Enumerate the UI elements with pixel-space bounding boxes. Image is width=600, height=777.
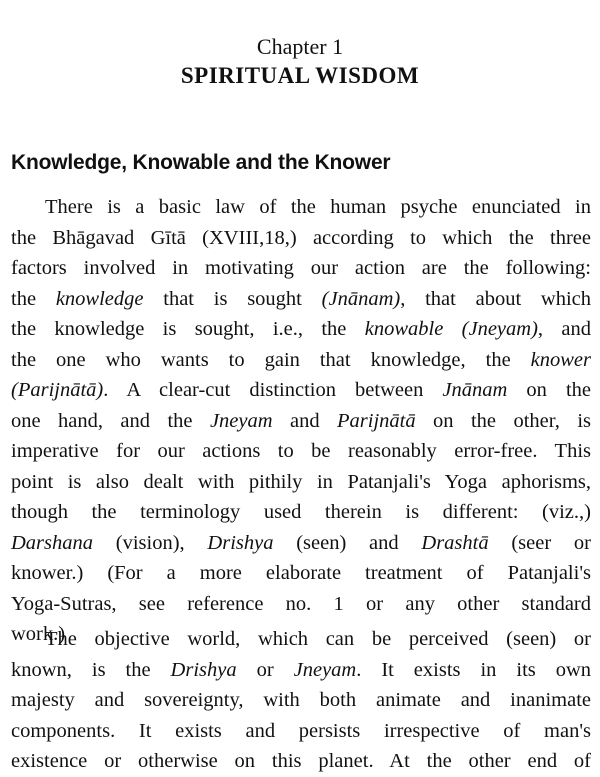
chapter-number: Chapter 1: [256, 34, 344, 59]
text-run: that is sought: [143, 287, 322, 310]
text-run: majesty and sovereignty, with both animate and inanimate: [11, 689, 591, 711]
section-heading: Knowledge, Knowable and the Knower: [11, 151, 391, 174]
italic-term: (Parijnātā): [11, 379, 104, 401]
text-run: work.): [11, 623, 66, 645]
text-run: (seen) and: [273, 531, 422, 554]
text-run: the knowledge is sought, i.e., the: [11, 318, 365, 340]
text-run: factors involved in motivating our action are the following:: [11, 257, 591, 279]
text-line: [11, 345, 591, 376]
text-run: the: [11, 287, 56, 310]
text-run: . It exists in its own: [356, 658, 592, 681]
text-line: [11, 314, 591, 345]
text-run: and: [272, 409, 338, 432]
italic-term: (Jneyam): [461, 318, 538, 340]
text-line: [11, 716, 591, 747]
text-line: [11, 223, 591, 254]
text-run: known, is the: [11, 658, 171, 681]
italic-term: Darshana: [11, 531, 94, 554]
italic-term: knowable: [364, 318, 444, 340]
text-line: [11, 746, 591, 777]
text-run: on the other, is: [415, 409, 591, 432]
text-line: [11, 589, 591, 620]
text-run: Yoga-Sutras, see reference no. 1 or any other standard: [11, 592, 591, 615]
italic-term: Jneyam: [293, 658, 357, 681]
text-line: [11, 253, 591, 284]
text-run: or: [236, 658, 294, 681]
text-line: [11, 655, 591, 686]
text-run: (vision),: [93, 531, 208, 554]
text-run: [443, 318, 461, 340]
text-run: one hand, and the: [11, 409, 210, 432]
text-run: knower.) (For a more elaborate treatment of Patanjali's: [11, 562, 591, 584]
text-line: [11, 624, 591, 655]
text-run: on the: [507, 379, 591, 401]
chapter-title: SPIRITUAL WISDOM: [180, 63, 420, 88]
text-run: imperative for our actions to be reasonably error-free. This: [11, 440, 591, 462]
text-line: [11, 685, 591, 716]
text-line: [11, 558, 591, 589]
text-run: (seer or: [488, 531, 592, 554]
italic-term: (Jnānam): [321, 287, 401, 310]
italic-term: Drishya: [207, 531, 274, 554]
text-line: [11, 497, 591, 528]
text-line: [11, 375, 591, 406]
italic-term: knowledge: [55, 287, 144, 310]
text-run: components. It exists and persists irrespective of man's: [11, 719, 591, 742]
italic-term: Jnānam: [442, 379, 508, 401]
italic-term: knower: [530, 348, 591, 371]
paragraph-2: [11, 624, 591, 777]
text-run: , that about which: [400, 287, 592, 310]
text-run: point is also dealt with pithily in Patanjali's Yoga aphorisms,: [11, 470, 591, 493]
text-line: [11, 436, 591, 467]
text-run: existence or otherwise on this planet. At the other end of: [11, 750, 591, 772]
text-run: . A clear-cut distinction between: [103, 379, 443, 401]
italic-term: Drishya: [170, 658, 237, 681]
text-run: There is a basic law of the human psyche enunciated in: [45, 196, 591, 218]
text-line: [11, 467, 591, 498]
italic-term: Parijnātā: [337, 409, 416, 432]
paragraph-1: [11, 192, 591, 650]
text-run: the one who wants to gain that knowledge, the: [11, 348, 531, 371]
text-line: [11, 284, 591, 315]
italic-term: Jneyam: [209, 409, 273, 432]
text-run: , and: [537, 318, 591, 340]
text-line: [11, 528, 591, 559]
text-line: [11, 192, 591, 223]
italic-term: Drashtā: [421, 531, 489, 554]
text-line: [11, 406, 591, 437]
text-run: The objective world, which can be perceived (seen) or: [45, 628, 591, 650]
text-run: the Bhāgavad Gītā (XVIII,18,) according to which the three: [11, 226, 591, 249]
text-run: though the terminology used therein is different: (viz.,): [11, 501, 591, 523]
